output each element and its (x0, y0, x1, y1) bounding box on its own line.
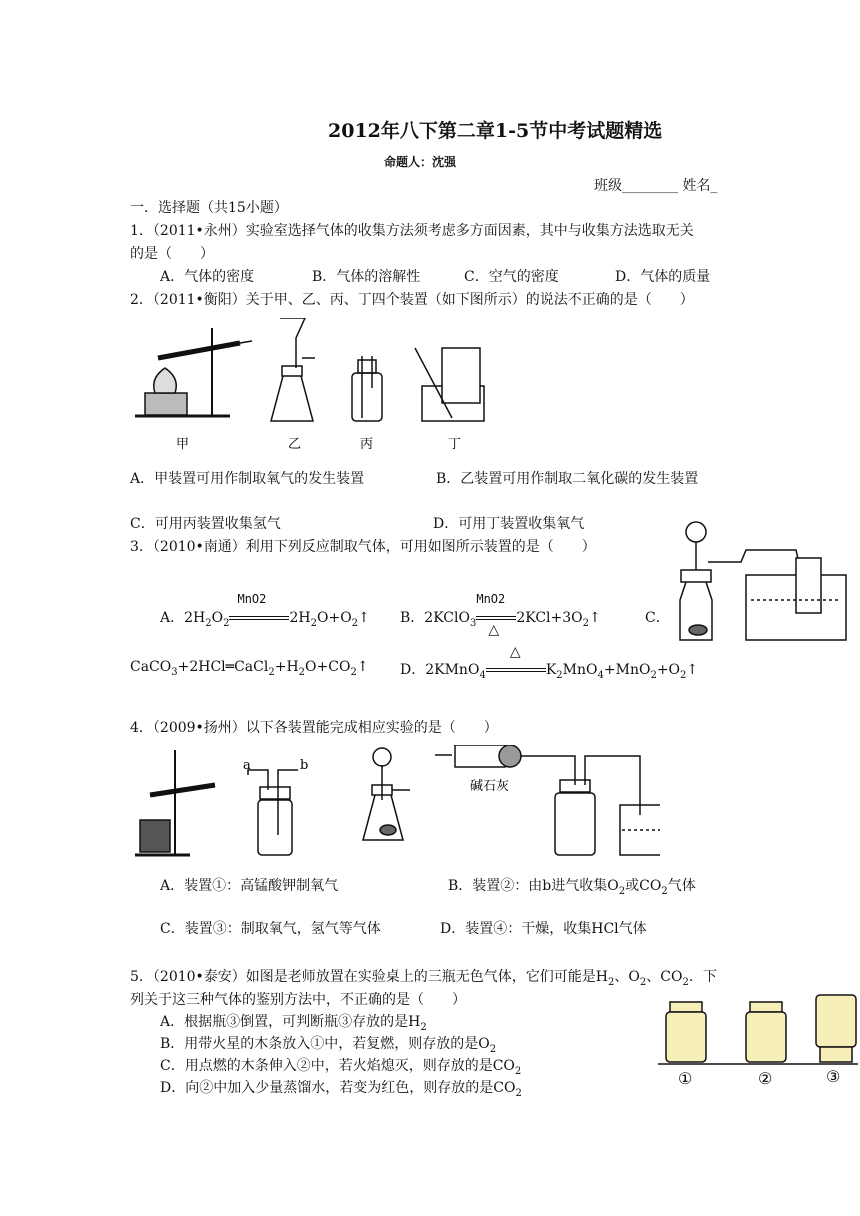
q2-option-b: B．乙装置可用作制取二氧化碳的发生装置 (436, 471, 699, 487)
q4-d-device-number: ④ (493, 921, 508, 937)
q2-label-yi: 乙 (288, 437, 302, 452)
q3-b-heat: △ (488, 622, 500, 638)
q5-bottles-figure (658, 990, 858, 1090)
q3-option-b-label: B． (400, 610, 425, 626)
q1-option-b: B．气体的溶解性 (312, 269, 421, 285)
class-name-line: 班级________ 姓名_ (594, 178, 718, 194)
q1-option-c: C．空气的密度 (464, 269, 559, 285)
q3-d-heat: △ (509, 644, 521, 660)
q4-b-device-number: ② (500, 878, 515, 894)
page-title: 2012年八下第二章1-5节中考试题精选 (328, 120, 663, 142)
q5-option-b: B．用带火星的木条放入①中，若复燃，则存放的是$O_2$ (160, 1036, 497, 1055)
q3-option-a: A．$2H_2O_2$ MnO2 $2H_2O+O_2↑$ (160, 592, 370, 629)
q3-option-c-label: C． (645, 610, 670, 626)
q2-option-d: D．可用丁装置收集氧气 (433, 516, 585, 532)
q2-label-ding: 丁 (448, 437, 462, 452)
q5-bottle-label-1: ① (678, 1069, 693, 1088)
q3-apparatus-figure (676, 520, 856, 665)
q3-option-b: B．2KClO$_3$ MnO2 △ $2KCl+3O_2↑$ (400, 592, 601, 638)
q2-option-a: A．甲装置可用作制取氧气的发生装置 (130, 471, 365, 487)
q5-option-d: D．向②中加入少量蒸馏水，若变为红色，则存放的是$CO_2$ (160, 1080, 522, 1099)
q1-option-d: D．气体的质量 (615, 269, 711, 285)
q1-option-a: A．气体的密度 (160, 269, 255, 285)
q2-label-bing: 丙 (360, 437, 374, 452)
q5-bottle-label-2: ② (758, 1069, 773, 1088)
section-heading: 一．选择题（共15小题） (130, 200, 288, 216)
q4-stem: 4．（2009•扬州）以下各装置能完成相应实验的是（ ） (130, 720, 498, 736)
q4-soda-lime: 碱石灰 (470, 779, 510, 794)
q4-option-a: A．装置①：高锰酸钾制氧气 (160, 878, 339, 894)
q3-option-a-label: A． (160, 610, 185, 626)
q2-stem: 2．（2011•衡阳）关于甲、乙、丙、丁四个装置（如下图所示）的说法不正确的是（ ） (130, 292, 694, 308)
q5-stem-line2: 列关于这三种气体的鉴别方法中，不正确的是（ ） (130, 992, 466, 1008)
q3-b-catalyst: MnO2 (476, 592, 506, 606)
q4-option-b: B．装置②：由b进气收集$O_2$或$CO_2$气体 (448, 878, 696, 897)
q5-option-c: C．用点燃的木条伸入②中，若火焰熄灭，则存放的是$CO_2$ (160, 1058, 522, 1077)
q2-apparatus-figure (130, 318, 500, 458)
q1-stem-line1: 1．（2011•永州）实验室选择气体的收集方法须考虑多方面因素，其中与收集方法选取无关 (130, 223, 694, 239)
q4-label-b: b (300, 758, 309, 773)
q4-c-device-number: ③ (212, 921, 227, 937)
q2-option-c: C．可用丙装置收集氢气 (130, 516, 281, 532)
q5-bottle-label-3: ③ (826, 1067, 841, 1086)
q3-stem: 3．（2010•南通）利用下列反应制取气体，可用如图所示装置的是（ ） (130, 539, 596, 555)
q3-option-c-equation: $CaCO_3+2HCl═CaCl_2+H_2O+CO_2↑$ (130, 659, 369, 678)
q3-option-d-label: D． (400, 662, 426, 678)
q3-option-d: D．2KMnO$_4$ △ $K_2MnO_4+MnO_2+O_2↑$ (400, 644, 699, 681)
q4-label-a: a (243, 758, 251, 773)
author-line: 命题人：沈强 (384, 155, 457, 169)
q3-a-catalyst: MnO2 (237, 592, 267, 606)
q1-stem-line2: 的是（ ） (130, 246, 214, 262)
q5-stem-line1: 5．（2010•泰安）如图是老师放置在实验桌上的三瓶无色气体，它们可能是$H_2$、$O_2$、$CO_2$．下 (130, 969, 717, 988)
q4-option-d: D．装置④：干燥，收集HCl气体 (440, 921, 647, 937)
q4-option-c: C．装置③：制取氧气，氢气等气体 (160, 921, 381, 937)
q5-option-a: A．根据瓶③倒置，可判断瓶③存放的是$H_2$ (160, 1014, 427, 1033)
q4-apparatus-figure (130, 745, 660, 865)
q4-a-device-number: ① (212, 878, 227, 894)
q2-label-jia: 甲 (176, 437, 190, 452)
